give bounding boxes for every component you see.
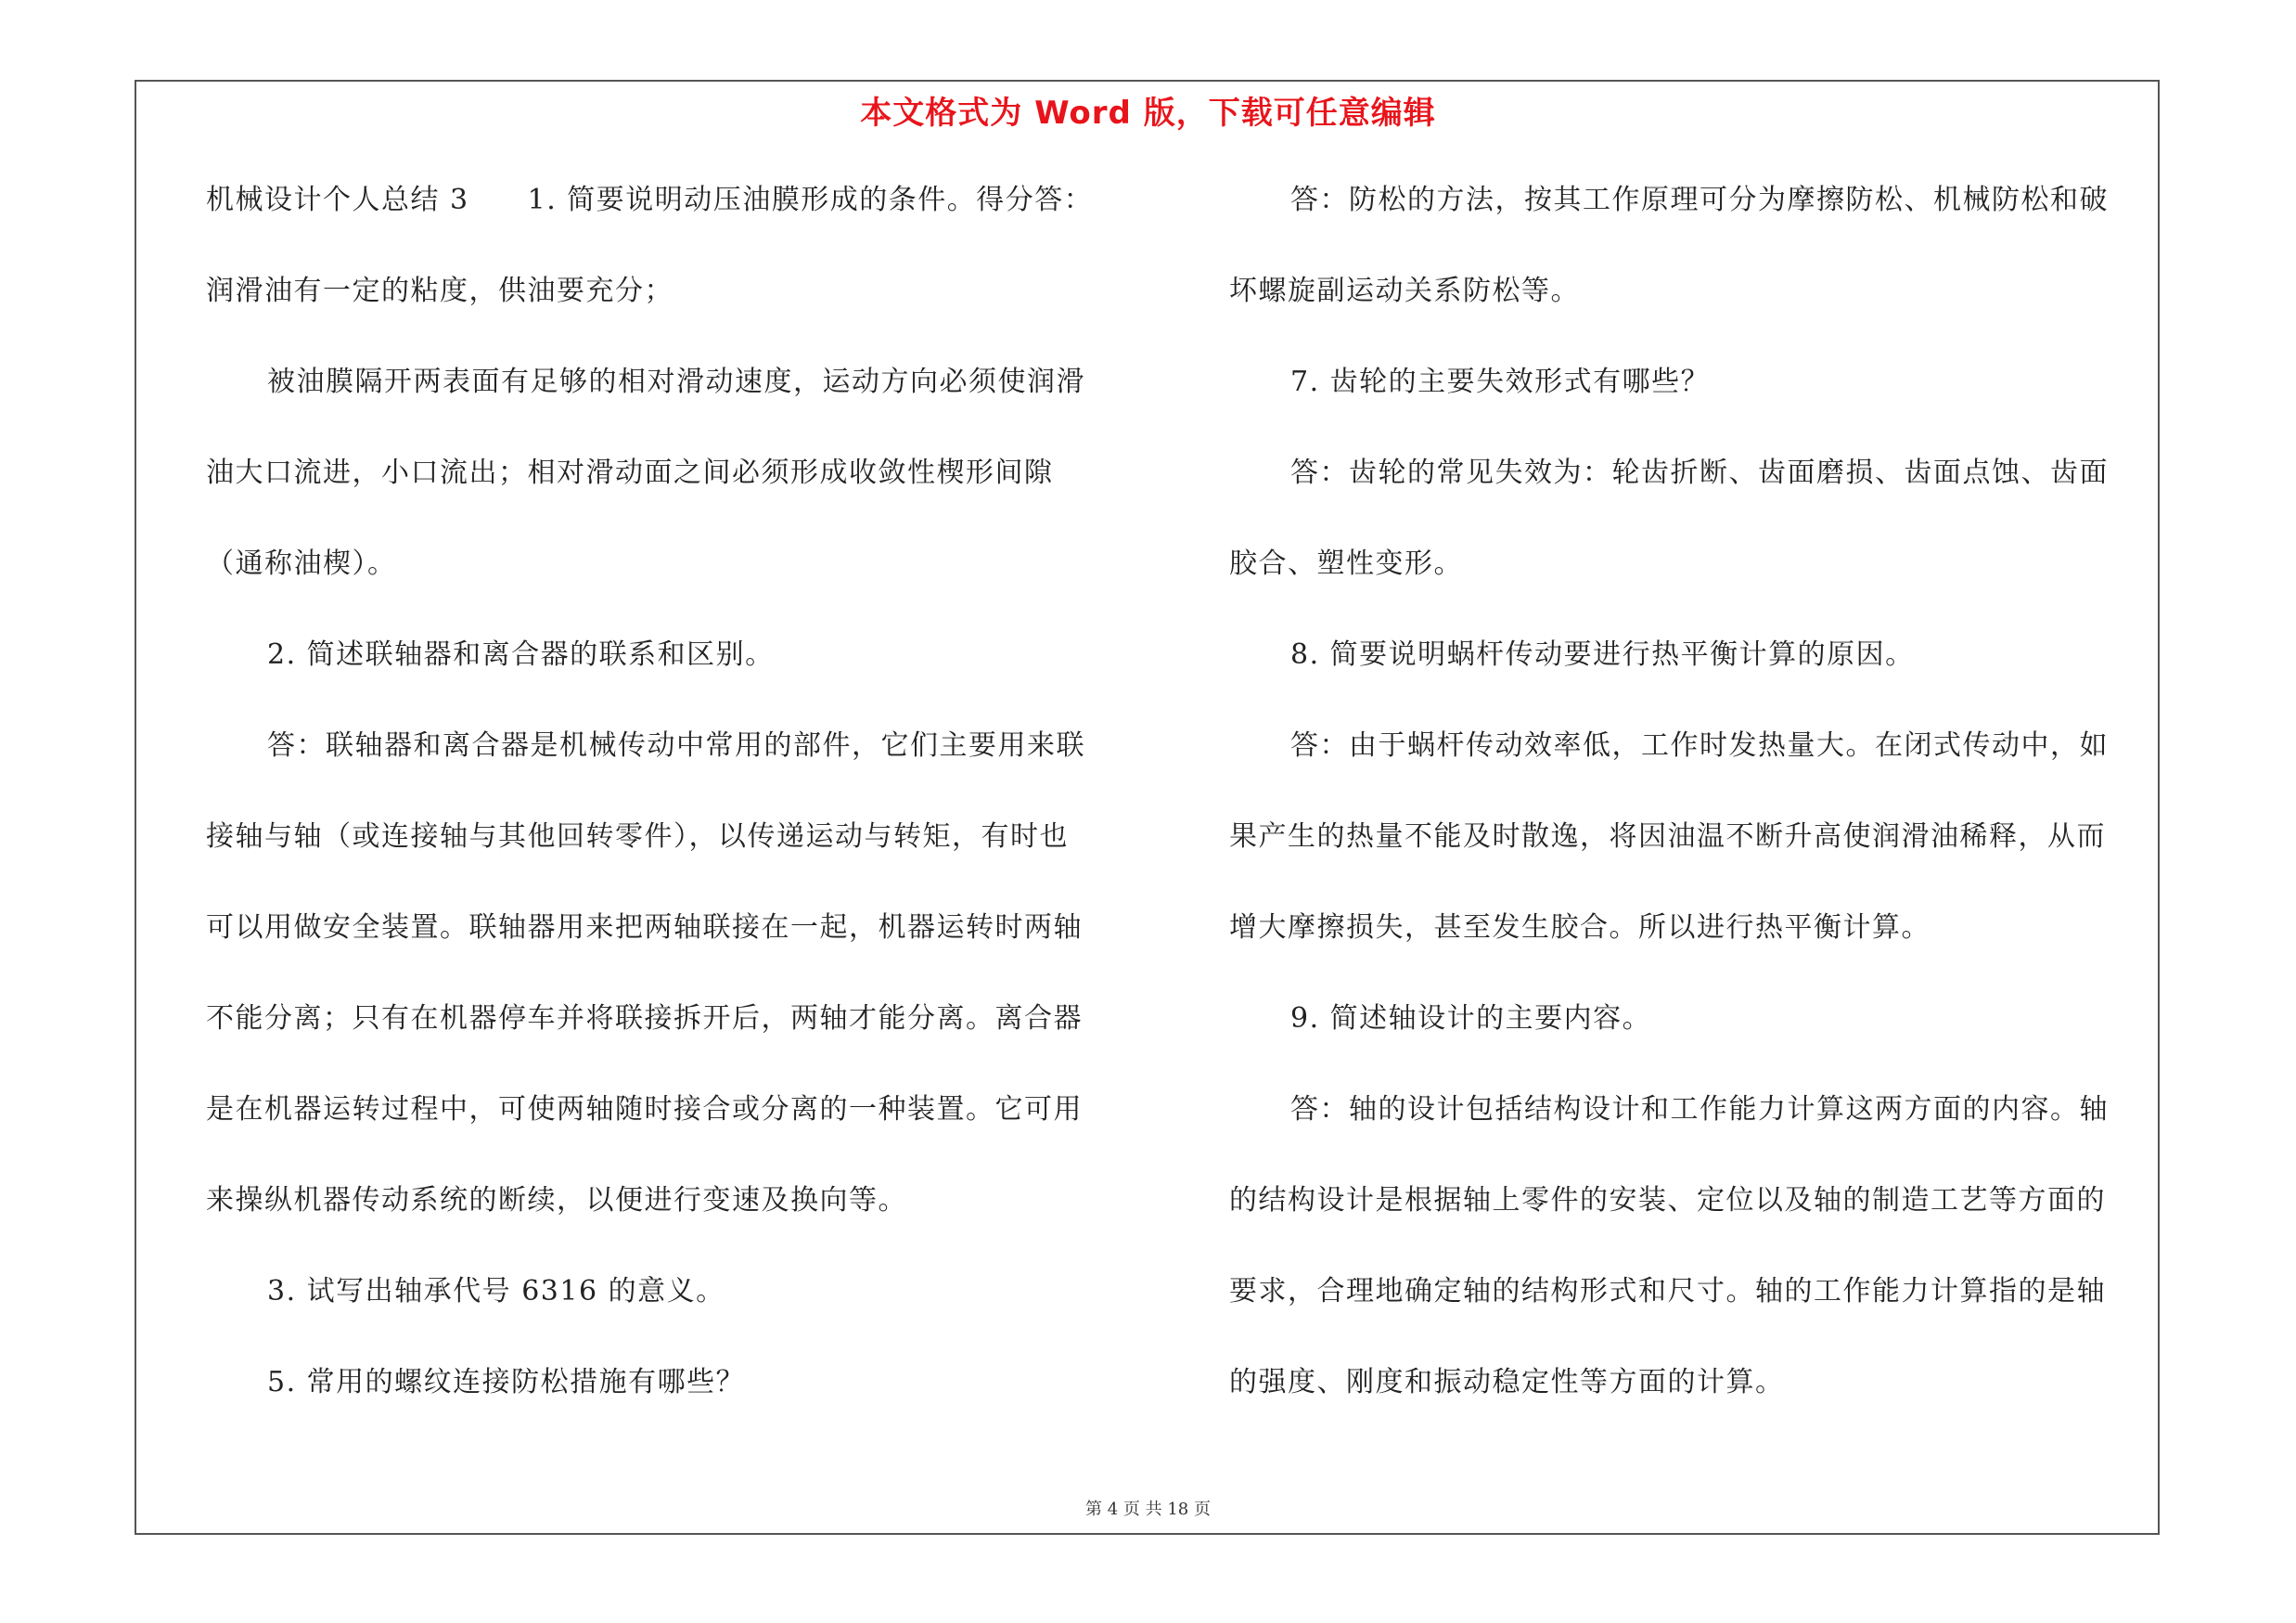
question-heading: 2. 简述联轴器和离合器的联系和区别。 <box>267 638 775 671</box>
paragraph-line: 胶合、塑性变形。 <box>1229 547 1463 580</box>
question-heading: 8. 简要说明蜗杆传动要进行热平衡计算的原因。 <box>1290 638 1915 671</box>
paragraph-line: 答：轴的设计包括结构设计和工作能力计算这两方面的内容。轴 <box>1290 1093 2109 1126</box>
format-banner: 本文格式为 Word 版，下载可任意编辑 <box>860 95 1436 132</box>
question-heading: 3. 试写出轴承代号 6316 的意义。 <box>267 1275 725 1307</box>
paragraph-line: 机械设计个人总结 3 1. 简要说明动压油膜形成的条件。得分答： <box>206 184 1094 216</box>
paragraph-line: 答：齿轮的常见失效为：轮齿折断、齿面磨损、齿面点蚀、齿面 <box>1290 457 2109 489</box>
question-heading: 7. 齿轮的主要失效形式有哪些？ <box>1290 366 1711 398</box>
paragraph-line: 果产生的热量不能及时散逸，将因油温不断升高使润滑油稀释，从而 <box>1229 820 2106 853</box>
paragraph-line: 增大摩擦损失，甚至发生胶合。所以进行热平衡计算。 <box>1229 911 1930 944</box>
paragraph-line: 润滑油有一定的粘度，供油要充分； <box>206 275 673 307</box>
question-heading: 9. 简述轴设计的主要内容。 <box>1290 1002 1652 1035</box>
question-heading: 5. 常用的螺纹连接防松措施有哪些？ <box>267 1366 746 1398</box>
paragraph-line: （通称油楔）。 <box>206 547 397 580</box>
paragraph-line: 坏螺旋副运动关系防松等。 <box>1229 275 1580 307</box>
paragraph-line: 可以用做安全装置。联轴器用来把两轴联接在一起，机器运转时两轴 <box>206 911 1083 944</box>
page-number-footer: 第 4 页 共 18 页 <box>1085 1500 1211 1519</box>
paragraph-line: 答：联轴器和离合器是机械传动中常用的部件，它们主要用来联 <box>267 729 1085 762</box>
paragraph-line: 接轴与轴（或连接轴与其他回转零件），以传递运动与转矩，有时也 <box>206 820 1069 853</box>
paragraph-line: 被油膜隔开两表面有足够的相对滑动速度，运动方向必须使润滑 <box>267 366 1085 398</box>
paragraph-line: 不能分离；只有在机器停车并将联接拆开后，两轴才能分离。离合器 <box>206 1002 1083 1035</box>
paragraph-line: 答：防松的方法，按其工作原理可分为摩擦防松、机械防松和破 <box>1290 184 2109 216</box>
paragraph-line: 来操纵机器传动系统的断续，以便进行变速及换向等。 <box>206 1184 907 1217</box>
paragraph-line: 的强度、刚度和振动稳定性等方面的计算。 <box>1229 1366 1785 1398</box>
paragraph-line: 是在机器运转过程中，可使两轴随时接合或分离的一种装置。它可用 <box>206 1093 1083 1126</box>
paragraph-line: 的结构设计是根据轴上零件的安装、定位以及轴的制造工艺等方面的 <box>1229 1184 2106 1217</box>
paragraph-line: 答：由于蜗杆传动效率低，工作时发热量大。在闭式传动中，如 <box>1290 729 2109 762</box>
paragraph-line: 油大口流进，小口流出；相对滑动面之间必须形成收敛性楔形间隙 <box>206 457 1054 489</box>
paragraph-line: 要求，合理地确定轴的结构形式和尺寸。轴的工作能力计算指的是轴 <box>1229 1275 2106 1307</box>
